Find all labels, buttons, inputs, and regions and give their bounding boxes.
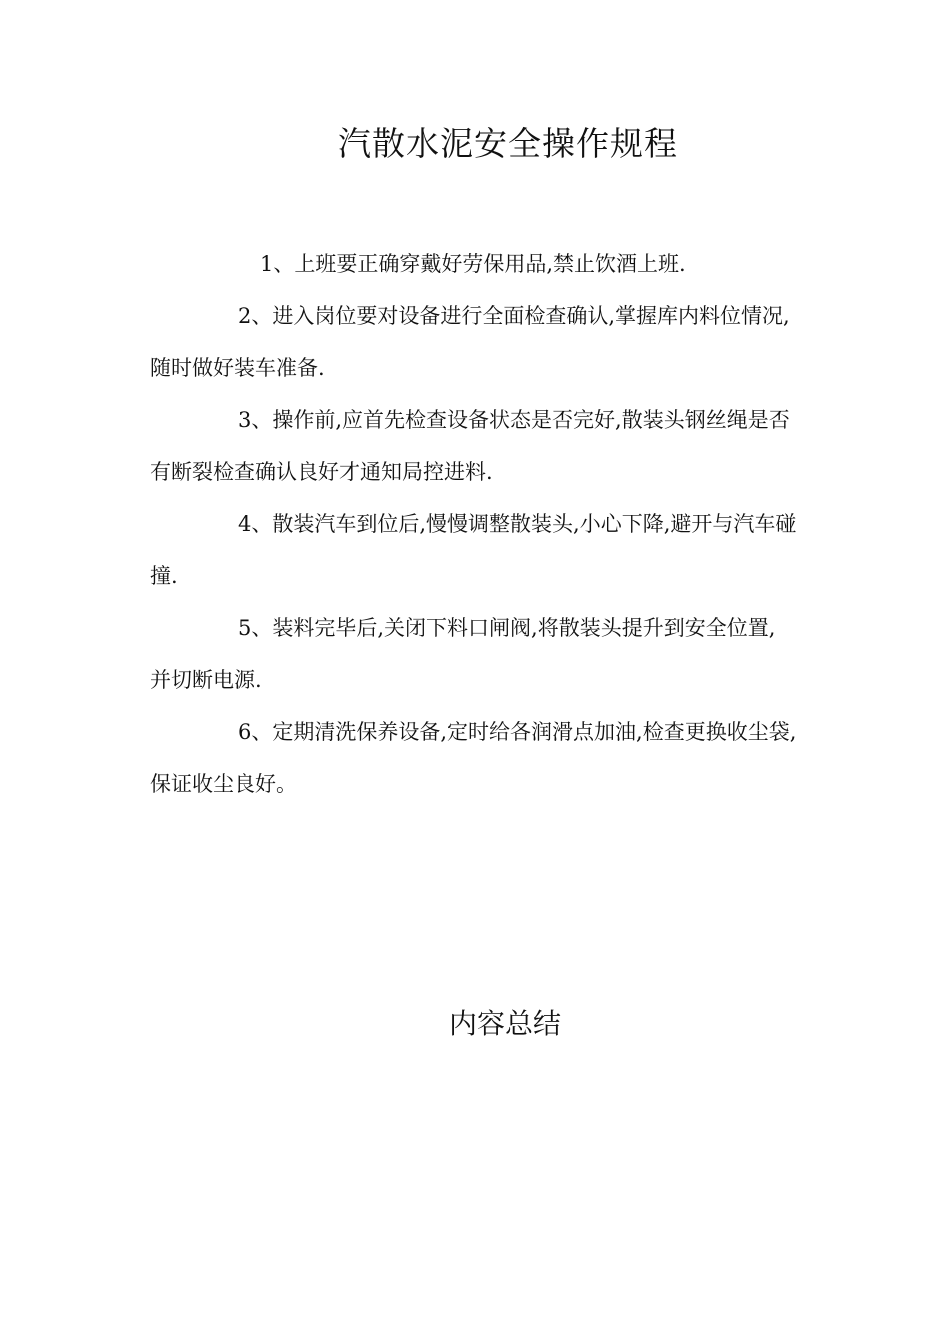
document-body bbox=[150, 238, 800, 810]
paragraph-1: 1、上班要正确穿戴好劳保用品,禁止饮酒上班. bbox=[260, 252, 686, 276]
paragraph-6: 6、定期清洗保养设备,定时给各润滑点加油,检查更换收尘袋,保证收尘良好。 bbox=[150, 720, 797, 796]
paragraph-5: 5、装料完毕后,关闭下料口闸阀,将散装头提升到安全位置, 并切断电源. bbox=[150, 616, 776, 692]
paragraph-3: 3、操作前,应首先检查设备状态是否完好,散装头钢丝绳是否有断裂检查确认良好才通知局控进料. bbox=[150, 408, 790, 484]
summary-heading: 内容总结 bbox=[448, 1007, 561, 1040]
document-title: 汽散水泥安全操作规程 bbox=[338, 124, 678, 163]
paragraph-2: 2、进入岗位要对设备进行全面检查确认,掌握库内料位情况,随时做好装车准备. bbox=[150, 304, 790, 380]
paragraph-4: 4、散装汽车到位后,慢慢调整散装头,小心下降,避开与汽车碰撞. bbox=[150, 512, 797, 588]
